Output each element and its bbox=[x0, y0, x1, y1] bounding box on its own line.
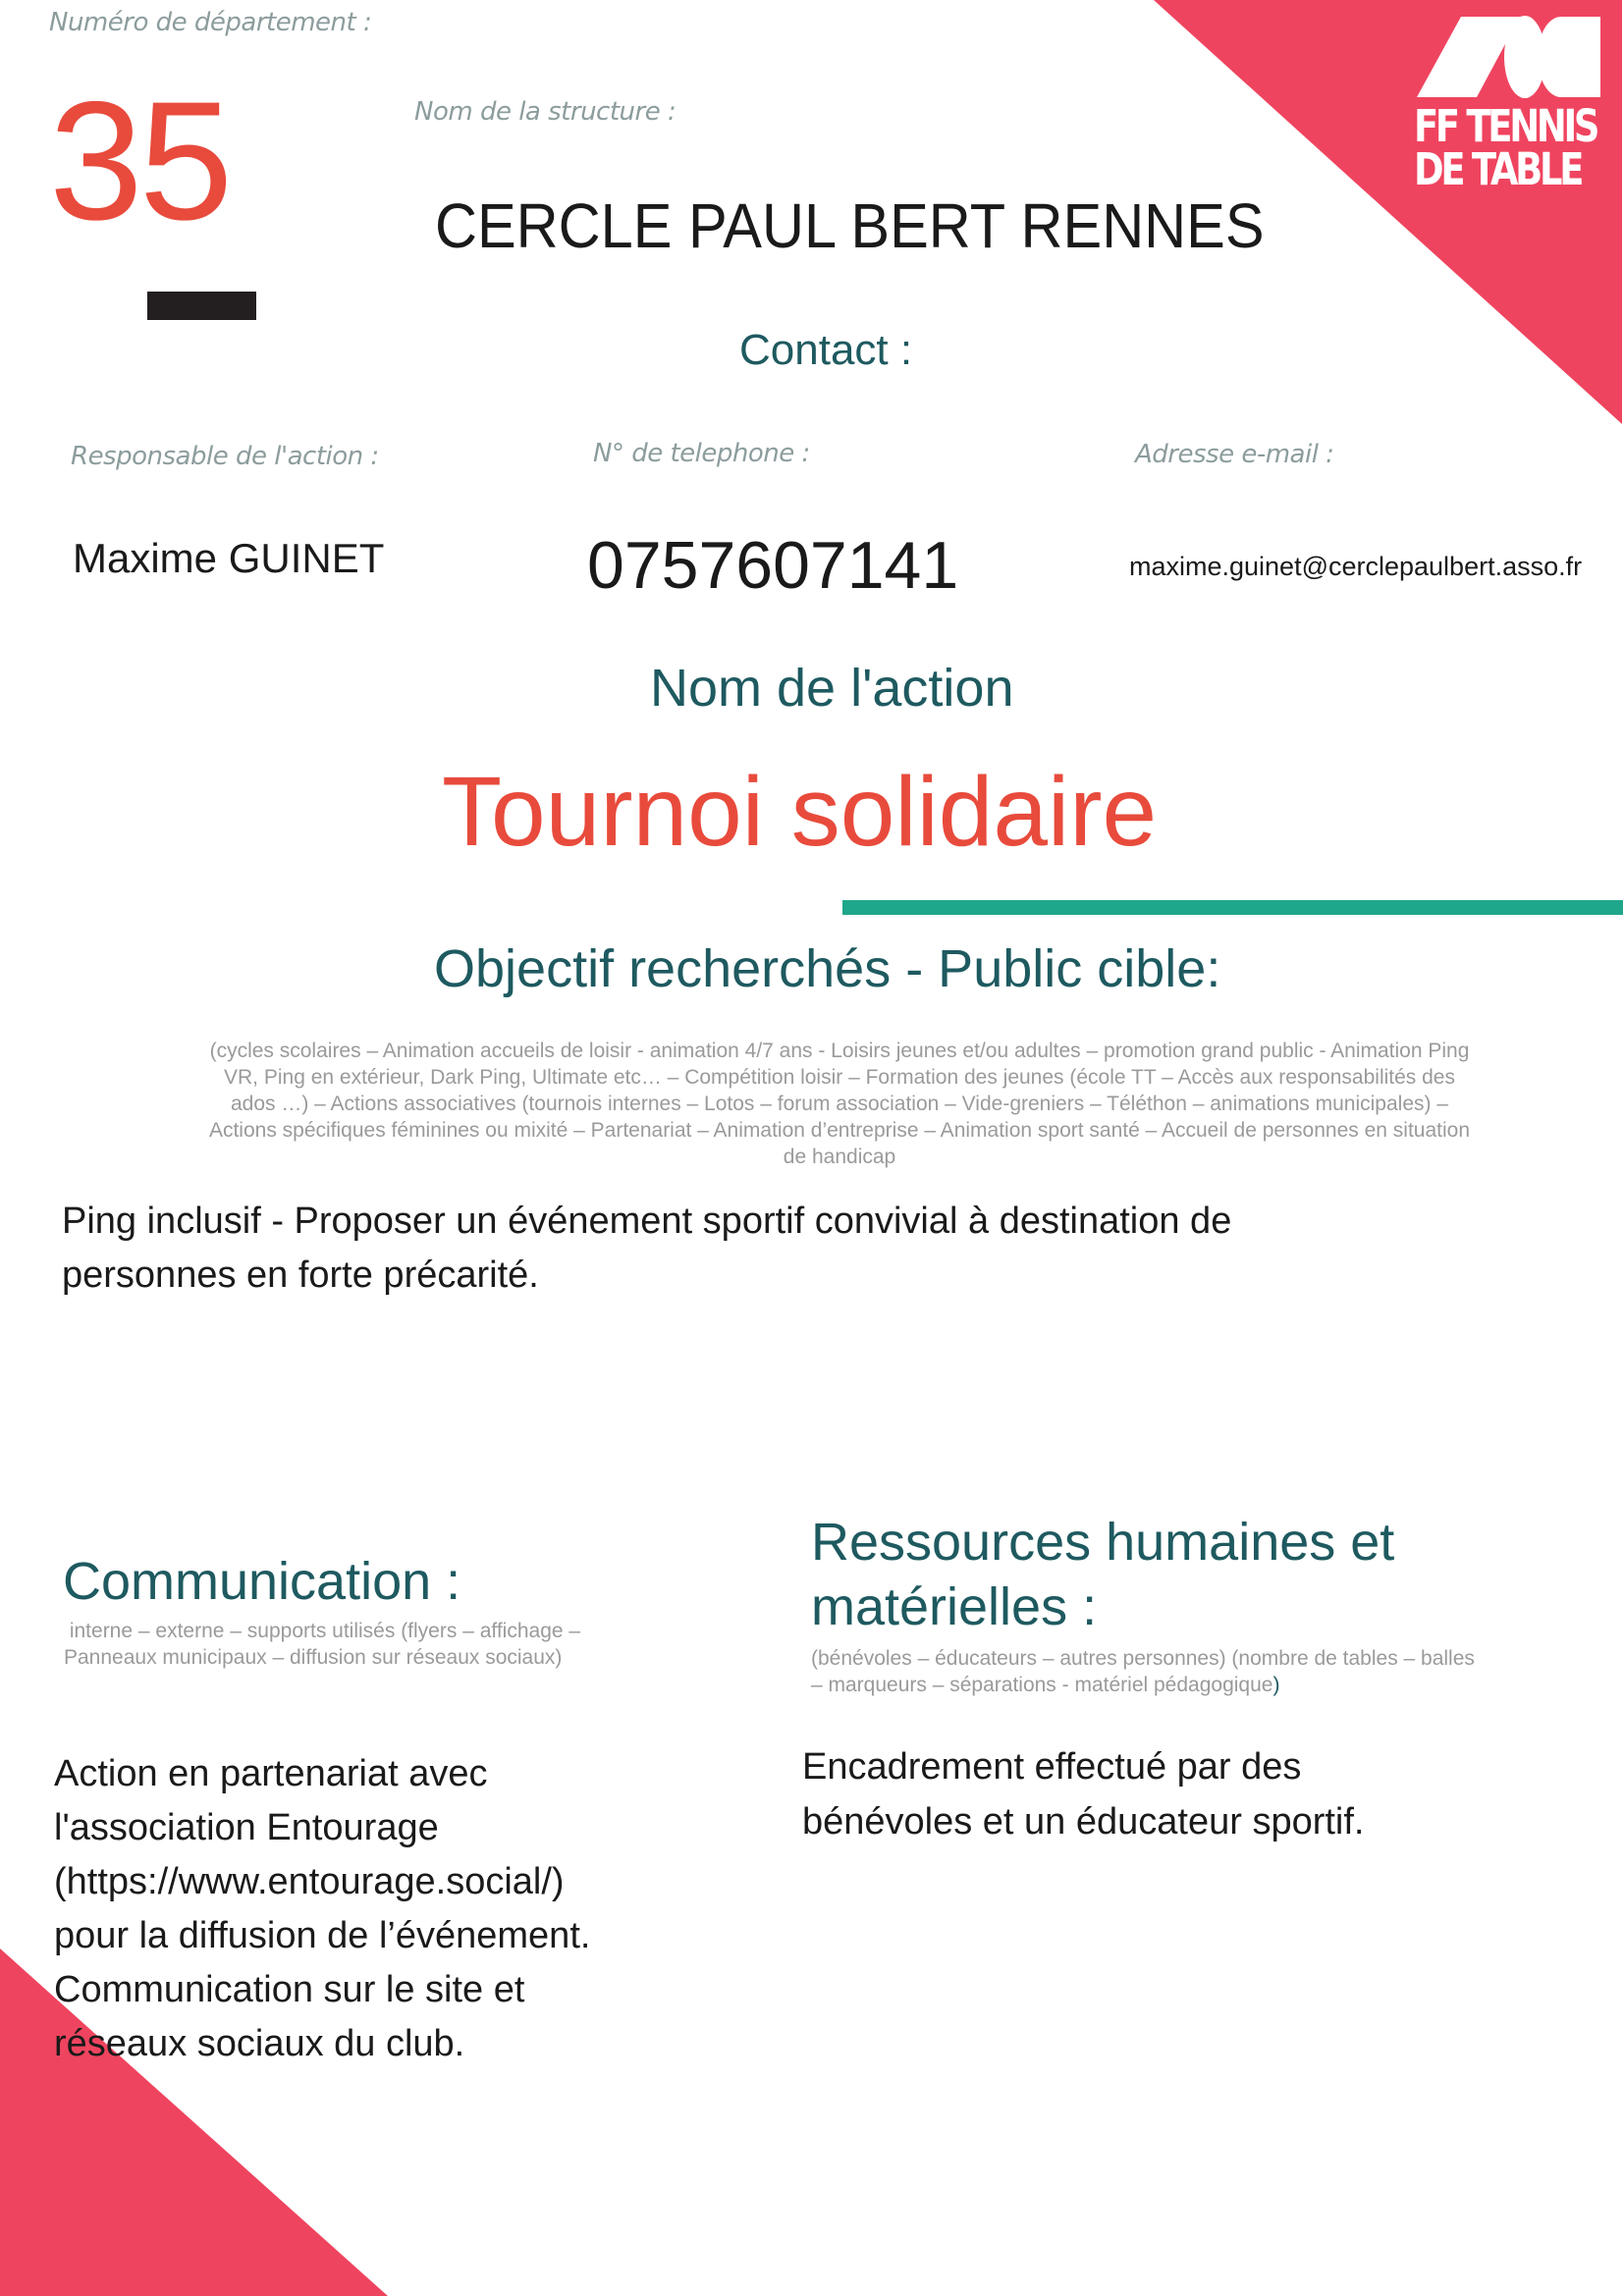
objective-hint-line: ados …) – Actions associatives (tournois internes – Lotos – forum association – Vide-greniers – Téléthon – animations municipales) – bbox=[230, 1093, 1449, 1115]
objective-body-line: Ping inclusif - Proposer un événement sportif convivial à destination de bbox=[62, 1201, 1232, 1242]
objective-hint-line: de handicap bbox=[783, 1146, 896, 1168]
resources-heading-line: matérielles : bbox=[811, 1577, 1098, 1636]
fftt-logo-text bbox=[1414, 100, 1597, 195]
communication-heading: Communication : bbox=[63, 1552, 461, 1611]
communication-hint bbox=[64, 1618, 580, 1671]
communication-body-line: Action en partenariat avec bbox=[54, 1753, 488, 1794]
resources-heading-line: Ressources humaines et bbox=[811, 1513, 1395, 1572]
responsible-name: Maxime GUINET bbox=[73, 535, 385, 581]
objective-hint-line: Actions spécifiques féminines ou mixité – Partenariat – Animation d’entreprise – Animation sport santé – Accueil de personnes en situation bbox=[208, 1119, 1471, 1142]
resources-hint-line: (bénévoles – éducateurs – autres personnes) (nombre de tables – balles bbox=[811, 1647, 1475, 1670]
communication-hint-line: Panneaux municipaux – diffusion sur réseaux sociaux) bbox=[64, 1646, 563, 1669]
fftt-logo-mark-icon bbox=[1414, 14, 1605, 102]
communication-body-line[interactable]: (https://www.entourage.social/) bbox=[54, 1861, 565, 1902]
phone-number[interactable]: 0757607141 bbox=[587, 528, 959, 603]
communication-body bbox=[54, 1747, 590, 2071]
resources-body bbox=[802, 1739, 1365, 1849]
communication-body-line: pour la diffusion de l’événement. bbox=[54, 1915, 591, 1956]
objective-hint bbox=[157, 1038, 1522, 1170]
structure-label: Nom de la structure : bbox=[414, 97, 677, 127]
resources-body-line: bénévoles et un éducateur sportif. bbox=[802, 1801, 1365, 1842]
structure-name: CERCLE PAUL BERT RENNES bbox=[435, 190, 1265, 261]
email-address[interactable]: maxime.guinet@cerclepaulbert.asso.fr bbox=[1129, 552, 1583, 581]
phone-label: N° de telephone : bbox=[593, 439, 810, 468]
contact-heading: Contact : bbox=[739, 326, 913, 374]
department-bar bbox=[147, 292, 256, 320]
email-label: Adresse e-mail : bbox=[1135, 440, 1334, 469]
resources-body-line: Encadrement effectué par des bbox=[802, 1746, 1302, 1788]
logo-line-1: FF TENNIS bbox=[1414, 100, 1597, 152]
communication-hint-line: interne – externe – supports utilisés (flyers – affichage – bbox=[64, 1620, 581, 1642]
section-divider bbox=[842, 900, 1623, 915]
responsible-label: Responsable de l'action : bbox=[71, 442, 379, 471]
action-heading: Nom de l'action bbox=[650, 659, 1014, 718]
objective-body-line: personnes en forte précarité. bbox=[62, 1255, 539, 1296]
communication-body-line: l'association Entourage bbox=[54, 1807, 439, 1848]
objective-body bbox=[62, 1195, 1231, 1303]
resources-hint-text: – marqueurs – séparations - matériel pédagogique bbox=[811, 1674, 1273, 1696]
resources-hint bbox=[811, 1645, 1475, 1698]
resources-hint-line-2 bbox=[811, 1672, 1475, 1698]
fftt-logo bbox=[1414, 14, 1605, 200]
department-number: 35 bbox=[49, 67, 230, 255]
objective-hint-line: VR, Ping en extérieur, Dark Ping, Ultimate etc… – Compétition loisir – Formation des jeunes (école TT – Accès aux responsabilités des bbox=[224, 1066, 1455, 1089]
objective-heading: Objectif recherchés - Public cible: bbox=[434, 939, 1221, 998]
resources-hint-closing: ) bbox=[1272, 1674, 1280, 1696]
communication-body-line: Communication sur le site et bbox=[54, 1969, 525, 2010]
resources-heading bbox=[811, 1510, 1394, 1639]
logo-line-2: DE TABLE bbox=[1414, 143, 1582, 195]
communication-body-line: réseaux sociaux du club. bbox=[54, 2023, 465, 2064]
department-label: Numéro de département : bbox=[49, 8, 372, 37]
action-title: Tournoi solidaire bbox=[442, 757, 1158, 867]
objective-hint-line: (cycles scolaires – Animation accueils de loisir - animation 4/7 ans - Loisirs jeunes et/ou adultes – promotion grand public - Animation Ping bbox=[209, 1040, 1470, 1062]
